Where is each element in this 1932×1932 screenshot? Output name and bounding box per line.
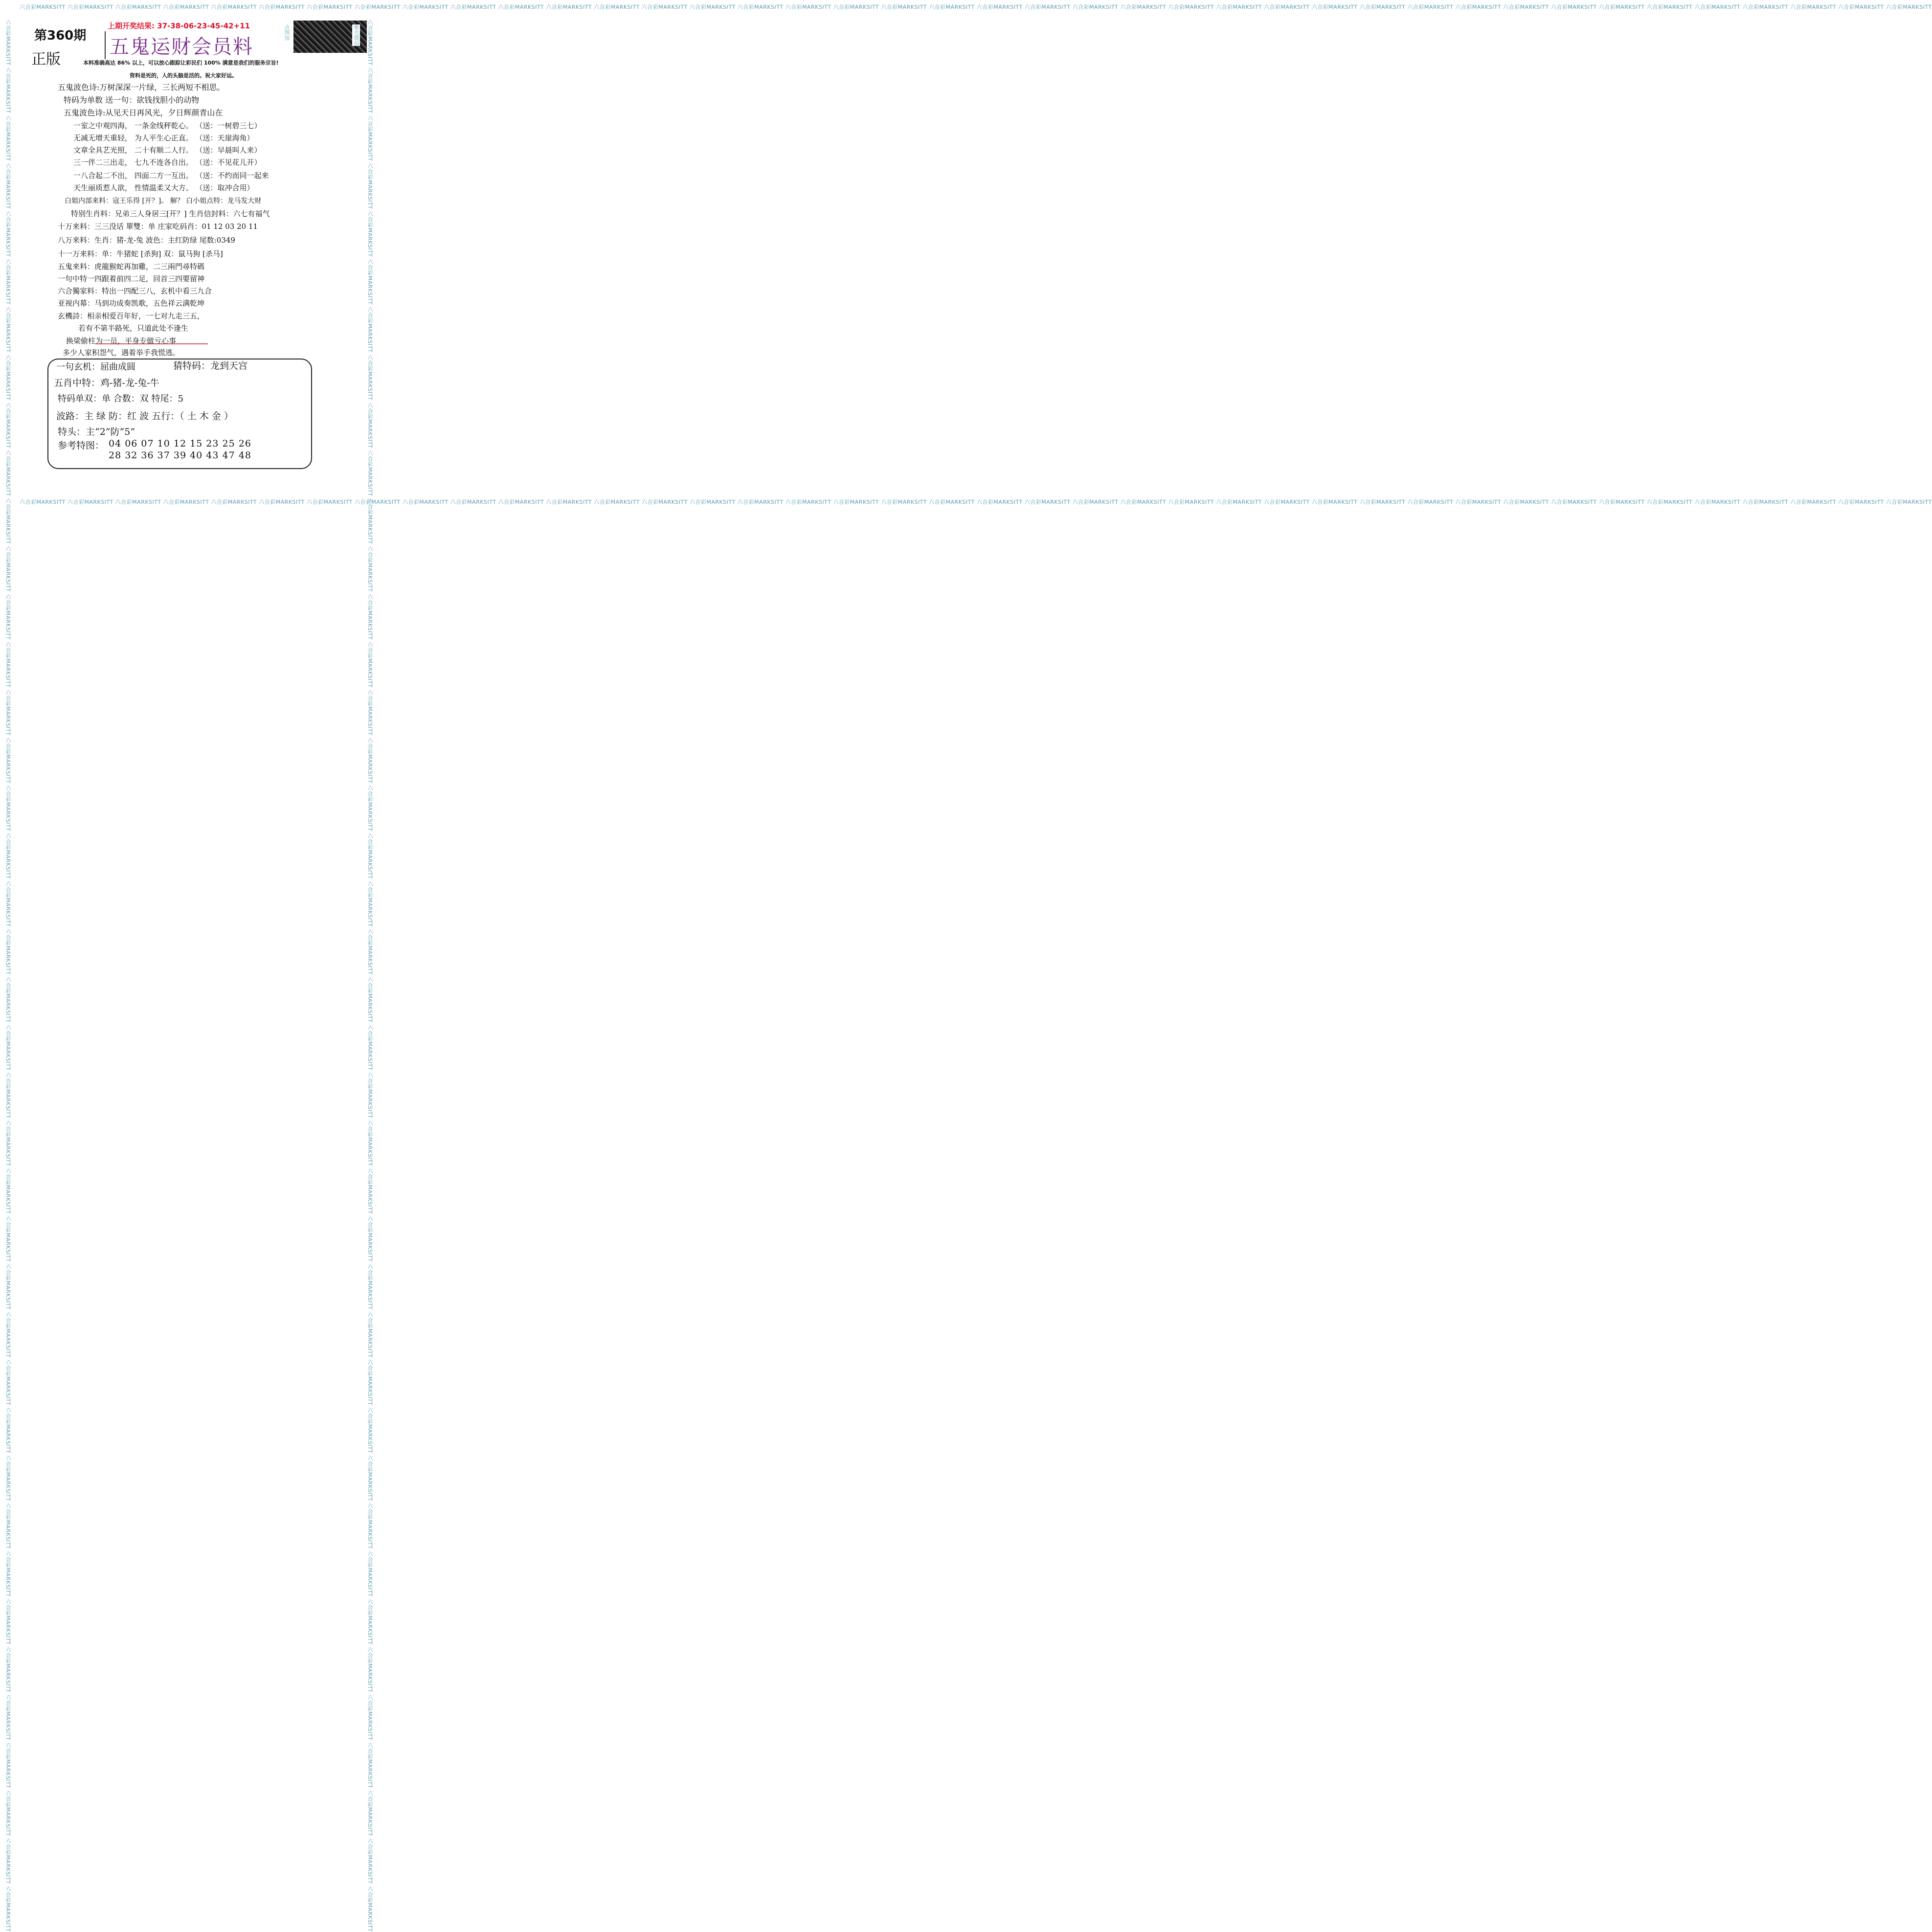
reference-numbers-row-1: 04 06 07 10 12 15 23 25 26 [109, 438, 251, 449]
verse-line: 天生丽质惹人欲， 性情温柔又大方。 （送：取冲合用） [73, 183, 254, 192]
info-line: 六合獨家料：特出一四配三八，玄机中看三九合 [58, 287, 212, 295]
left-border-watermark: 六合彩MARKSITT 六合彩MARKSITT 六合彩MARKSITT 六合彩MARKSITT 六合彩MARKSITT 六合彩MARKSITT 六合彩MARKSITT 六合彩MARKSITT 六合彩MARKSITT 六合彩MARKSITT 六合彩MARKSITT 六合彩MARKSITT 六合彩MARKSITT 六合彩MARKSITT 六合彩MARKSITT 六合彩MARKSITT 六合彩MARKSITT 六合彩MARKSITT 六合彩MARKSITT 六合彩MARKSITT 六合彩MARKSITT 六合彩MARKSITT 六合彩MARKSITT 六合彩MARKSITT 六合彩MARKSITT 六合彩MARKSITT 六合彩MARKSITT 六合彩MARKSITT 六合彩MARKSITT 六合彩MARKSITT 六合彩MARKSITT 六合彩MARKSITT 六合彩MARKSITT 六合彩MARKSITT 六合彩MARKSITT 六合彩MARKSITT 六合彩MARKSITT 六合彩MARKSITT 六合彩MARKSITT 六合彩MARKSITT [5, 20, 11, 1932]
reference-numbers-row-2: 28 32 36 37 39 40 43 47 48 [109, 450, 251, 461]
guess-line: 猜特码：龙到天宫 [173, 360, 248, 371]
page-title: 五鬼运财会员料 [105, 31, 253, 59]
qr-side-label-left: 点图加 [284, 24, 290, 41]
info-line: 八万来料：生肖：猪-龙-兔 波色：主红防绿 尾数:0349 [58, 236, 235, 245]
last-result: 上期开奖结果: 37-38-06-23-45-42+11 [108, 22, 250, 30]
poem-line: 五鬼波色诗:万树深深一片绿，三长两短不相思。 [58, 83, 225, 92]
issue-number: 第360期 [34, 28, 87, 43]
verse-line: 三一伴二三出走， 七九不连各自出。 （送：不见花儿开） [73, 158, 262, 167]
motto-text: 资料是死的，人的头脑是活的。祝大家好运。 [130, 72, 237, 79]
red-scribble [95, 337, 208, 344]
five-zodiac-line: 五肖中特：鸡-猪-龙-兔-牛 [54, 378, 159, 388]
info-line: 一句中特一四跟着前四二足，回首三四要留神 [58, 274, 205, 283]
riddle-line: 玄機詩：相亲相爱百年好，一七对九走三五， [58, 312, 205, 320]
right-border-watermark: 六合彩MARKSITT 六合彩MARKSITT 六合彩MARKSITT 六合彩MARKSITT 六合彩MARKSITT 六合彩MARKSITT 六合彩MARKSITT 六合彩MARKSITT 六合彩MARKSITT 六合彩MARKSITT 六合彩MARKSITT 六合彩MARKSITT 六合彩MARKSITT 六合彩MARKSITT 六合彩MARKSITT 六合彩MARKSITT 六合彩MARKSITT 六合彩MARKSITT 六合彩MARKSITT 六合彩MARKSITT 六合彩MARKSITT 六合彩MARKSITT 六合彩MARKSITT 六合彩MARKSITT 六合彩MARKSITT 六合彩MARKSITT 六合彩MARKSITT 六合彩MARKSITT 六合彩MARKSITT 六合彩MARKSITT 六合彩MARKSITT 六合彩MARKSITT 六合彩MARKSITT 六合彩MARKSITT 六合彩MARKSITT 六合彩MARKSITT 六合彩MARKSITT 六合彩MARKSITT 六合彩MARKSITT 六合彩MARKSITT [367, 20, 373, 1932]
info-line: 十一万来料：单：牛猪蛇 [杀狗] 双：鼠马狗 [杀马] [58, 249, 223, 258]
verse-line: 无减无增天重轻， 为人平生心正直。 （送：天崖海角） [73, 134, 254, 142]
odd-even-line: 特码单双：单 合数：双 特尾：5 [58, 394, 183, 404]
info-line: 白姐内部来料：寇王乐得 [开？]。 解？ 白小姐点特：龙马发大财 [65, 197, 262, 205]
edition-label: 正版 [31, 51, 61, 68]
poem-line: 特码为单数 送一句：欲钱找胆小的动物 [64, 95, 200, 105]
head-line: 特头：主“2”防“5” [58, 427, 135, 437]
info-line: 十万来料：三三没话 單雙：单 庄家吃码肖：01 12 03 20 11 [58, 222, 258, 231]
reference-label: 参考特图： [58, 440, 105, 451]
top-border-watermark: 六合彩MARKSITT 六合彩MARKSITT 六合彩MARKSITT 六合彩MARKSITT 六合彩MARKSITT 六合彩MARKSITT 六合彩MARKSITT 六合彩MARKSITT 六合彩MARKSITT 六合彩MARKSITT 六合彩MARKSITT 六合彩MARKSITT 六合彩MARKSITT 六合彩MARKSITT 六合彩MARKSITT 六合彩MARKSITT 六合彩MARKSITT 六合彩MARKSITT 六合彩MARKSITT 六合彩MARKSITT 六合彩MARKSITT 六合彩MARKSITT 六合彩MARKSITT 六合彩MARKSITT 六合彩MARKSITT 六合彩MARKSITT 六合彩MARKSITT 六合彩MARKSITT 六合彩MARKSITT 六合彩MARKSITT 六合彩MARKSITT 六合彩MARKSITT 六合彩MARKSITT 六合彩MARKSITT 六合彩MARKSITT 六合彩MARKSITT 六合彩MARKSITT 六合彩MARKSITT 六合彩MARKSITT 六合彩MARKSITT [20, 4, 1932, 10]
verse-line: 文章全具艺光照， 二十有顺二人行。 （送：早晨叫人来） [73, 146, 262, 155]
poem-line: 五鬼波色诗:从见天日再风光，夕日辉颜青山在 [64, 108, 223, 117]
info-line: 五鬼来料：虎龍猴蛇再加雞，二三兩門尋特碼 [58, 262, 205, 271]
verse-line: 一八合起二不出， 四面二方一互出。 （送：不约而同一起来 [73, 171, 269, 180]
wave-line: 波路：主 绿 防：红 波 五行：（ 土 木 金 ） [56, 411, 233, 422]
bottom-border-watermark: 六合彩MARKSITT 六合彩MARKSITT 六合彩MARKSITT 六合彩MARKSITT 六合彩MARKSITT 六合彩MARKSITT 六合彩MARKSITT 六合彩MARKSITT 六合彩MARKSITT 六合彩MARKSITT 六合彩MARKSITT 六合彩MARKSITT 六合彩MARKSITT 六合彩MARKSITT 六合彩MARKSITT 六合彩MARKSITT 六合彩MARKSITT 六合彩MARKSITT 六合彩MARKSITT 六合彩MARKSITT 六合彩MARKSITT 六合彩MARKSITT 六合彩MARKSITT 六合彩MARKSITT 六合彩MARKSITT 六合彩MARKSITT 六合彩MARKSITT 六合彩MARKSITT 六合彩MARKSITT 六合彩MARKSITT 六合彩MARKSITT 六合彩MARKSITT 六合彩MARKSITT 六合彩MARKSITT 六合彩MARKSITT 六合彩MARKSITT 六合彩MARKSITT 六合彩MARKSITT 六合彩MARKSITT 六合彩MARKSITT [20, 499, 1932, 505]
riddle-line: 换梁偷柱为一员，平身专做亏心事 [66, 337, 177, 345]
info-line: 特别生肖料：兄弟三人身居三[开？] 生肖信封料：六七有福气 [71, 209, 270, 218]
verse-line: 一室之中观四海， 一条金线秤乾心。 （送：一树碧三七） [73, 121, 262, 130]
info-line: 亚视内幕：马到功成奏凯歌，五色祥云满乾坤 [58, 299, 205, 308]
notice-text: 本料准确高达 86% 以上，可以放心跟踪让彩民们 100% 满意是我们的服务宗旨! [83, 60, 279, 66]
riddle-line: 若有不第半路死，只道此处不逢生 [78, 324, 189, 333]
xuanji-line: 一句玄机：屈曲成圆 [56, 362, 135, 372]
qr-side-label-right: 紫光微信 [353, 24, 359, 46]
riddle-line: 多少人家积怨气，遇着举手我慌逃。 [63, 348, 180, 357]
